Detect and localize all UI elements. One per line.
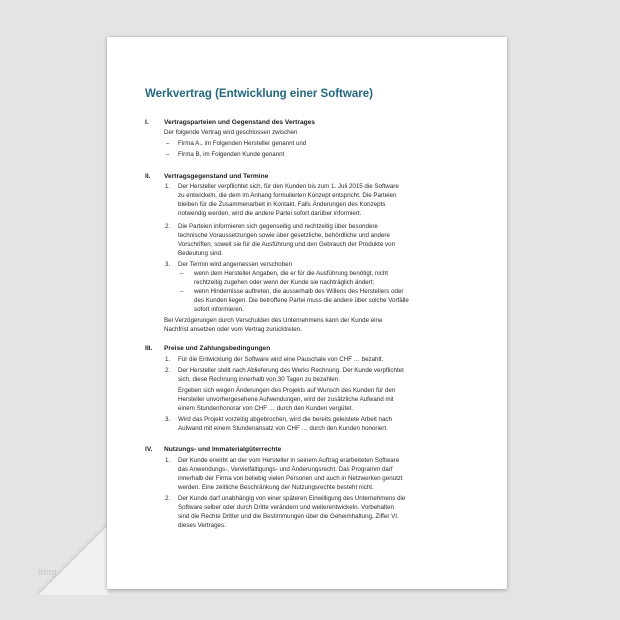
section-heading-4 — [145, 446, 281, 453]
section-title: Vertragsgegenstand und Termine — [164, 173, 269, 180]
text-line: einem Stundenhonorar von CHF … durch den Kunden vergütet. — [178, 405, 354, 412]
watermark: blog — [38, 567, 58, 577]
text-line: sich, diese Rechnung innerhalb von 30 Tagen zu bezahlen. — [178, 376, 340, 383]
text-line: Ergeben sich wegen Änderungen des Projekts auf Wunsch des Kunden für den — [178, 387, 396, 394]
text-line: wenn Hindernisse auftreten, die ausserhalb des Willens des Herstellers oder — [194, 288, 404, 295]
text-line: Der Hersteller verpflichtet sich, für den Kunden bis zum 1. Juli 2015 die Software — [178, 183, 399, 190]
item-number: 2. — [165, 367, 171, 374]
text-line: das Anwendungs-, Vervielfältigungs- und Änderungsrecht. Das Programm darf — [178, 466, 393, 473]
section-heading-3 — [145, 345, 270, 352]
section-number: IV. — [145, 446, 153, 453]
page-curl-shadow — [38, 525, 108, 595]
text-line: zu entwickeln, die dem im Anhang formulierten Konzept entspricht. Die Parteien — [178, 192, 397, 199]
text-line: Vorschriften, soweit sie für die Ausführung und den Gebrauch der Produkte von — [178, 241, 396, 248]
item-number: 3. — [165, 416, 171, 423]
text-line: Wird das Projekt vorzeitig abgebrochen, wird die bereits geleistete Arbeit nach — [178, 416, 392, 423]
bullet-dash: – — [166, 140, 170, 147]
text-line: Firma B, im Folgenden Kunde genannt — [178, 151, 285, 158]
text-line: des Kunden liegen. Die betroffene Partei muss die andere über solche Vorfälle — [194, 297, 409, 304]
text-line: Bei Verzögerungen durch Verschulden des Unternehmens kann der Kunde eine — [164, 317, 383, 324]
text-line: Software selber oder durch Dritte verändern und weiterentwickeln. Vorbehalten — [178, 504, 394, 511]
item-number: 1. — [165, 183, 171, 190]
item-number: 1. — [165, 356, 171, 363]
text-line: dieses Vertrages. — [178, 522, 226, 529]
item-number: 2. — [165, 223, 171, 230]
text-line: sind die Rechte Dritter und die Bestimmungen über die Geheimhaltung, Ziffer VI. — [178, 513, 399, 520]
section-number: II. — [145, 173, 151, 180]
text-line: technische Voraussetzungen sowie über gesetzliche, behördliche und andere — [178, 232, 390, 239]
text-line: Bedeutung sind. — [178, 250, 223, 257]
section-title: Nutzungs- und Immaterialgüterrechte — [164, 446, 282, 453]
text-line: notwendig werden, wird die andere Partei sofort darüber informiert. — [178, 210, 362, 217]
section-heading-2 — [145, 173, 268, 180]
text-line: sofort informieren. — [194, 306, 244, 313]
text-line: Der Kunde darf unabhängig von einer späteren Einwilligung des Unternehmens die — [178, 495, 406, 502]
text-line: Der Termin wird angemessen verschoben — [178, 261, 293, 268]
item-number: 2. — [165, 495, 171, 502]
item-number: 1. — [165, 457, 171, 464]
text-line: innerhalb der Firma von beliebig vielen Personen und auch in Netzwerken genutzt — [178, 475, 403, 482]
text-line: werden. Eine zeitliche Beschränkung der Nutzungsrechte besteht nicht. — [178, 484, 374, 491]
bullet-dash: – — [166, 151, 170, 158]
text-line: Hersteller unvorhergesehene Aufwendungen, wird der zusätzliche Aufwand mit — [178, 396, 394, 403]
text-line: bleiben für die Zusammenarbeit in Kontakt. Falls Änderungen des Konzepts — [178, 201, 386, 208]
text-line: rechtzeitig zugehen oder wenn der Kunde sie nachträglich ändert; — [194, 279, 375, 286]
document-title: Werkvertrag (Entwicklung einer Software) — [145, 88, 373, 100]
section-title: Vertragsparteien und Gegenstand des Vertrages — [164, 119, 315, 126]
bullet-dash: – — [180, 270, 184, 277]
section-number: I. — [145, 119, 149, 126]
text-line: Aufwand mit einem Stundenansatz von CHF … durch den Kunden honoriert. — [178, 425, 388, 432]
text-line: Nachfrist ansetzen oder vom Vertrag zurücktreten. — [164, 326, 302, 333]
text-line: Der Kunde erwirbt an der vom Hersteller in seinem Auftrag erarbeiteten Software — [178, 457, 400, 464]
text-line: Für die Entwicklung der Software wird eine Pauschale von CHF … bezahlt. — [178, 356, 384, 363]
bullet-dash: – — [180, 288, 184, 295]
section-title: Preise und Zahlungsbedingungen — [164, 345, 271, 352]
section-heading-1 — [145, 119, 315, 126]
text-line: Firma A., im Folgenden Hersteller genannt und — [178, 140, 307, 147]
section-number: III. — [145, 345, 153, 352]
item-number: 3. — [165, 261, 171, 268]
text-line: wenn dem Hersteller Angaben, die er für die Ausführung benötigt, nicht — [194, 270, 388, 277]
text-line: Der Hersteller stellt nach Ablieferung des Werks Rechnung. Der Kunde verpflichtet — [178, 367, 404, 374]
text-line: Die Parteien informieren sich gegenseitig und rechtzeitig über besondere — [178, 223, 378, 230]
text-line: Der folgende Vertrag wird geschlossen zwischen — [164, 129, 298, 136]
